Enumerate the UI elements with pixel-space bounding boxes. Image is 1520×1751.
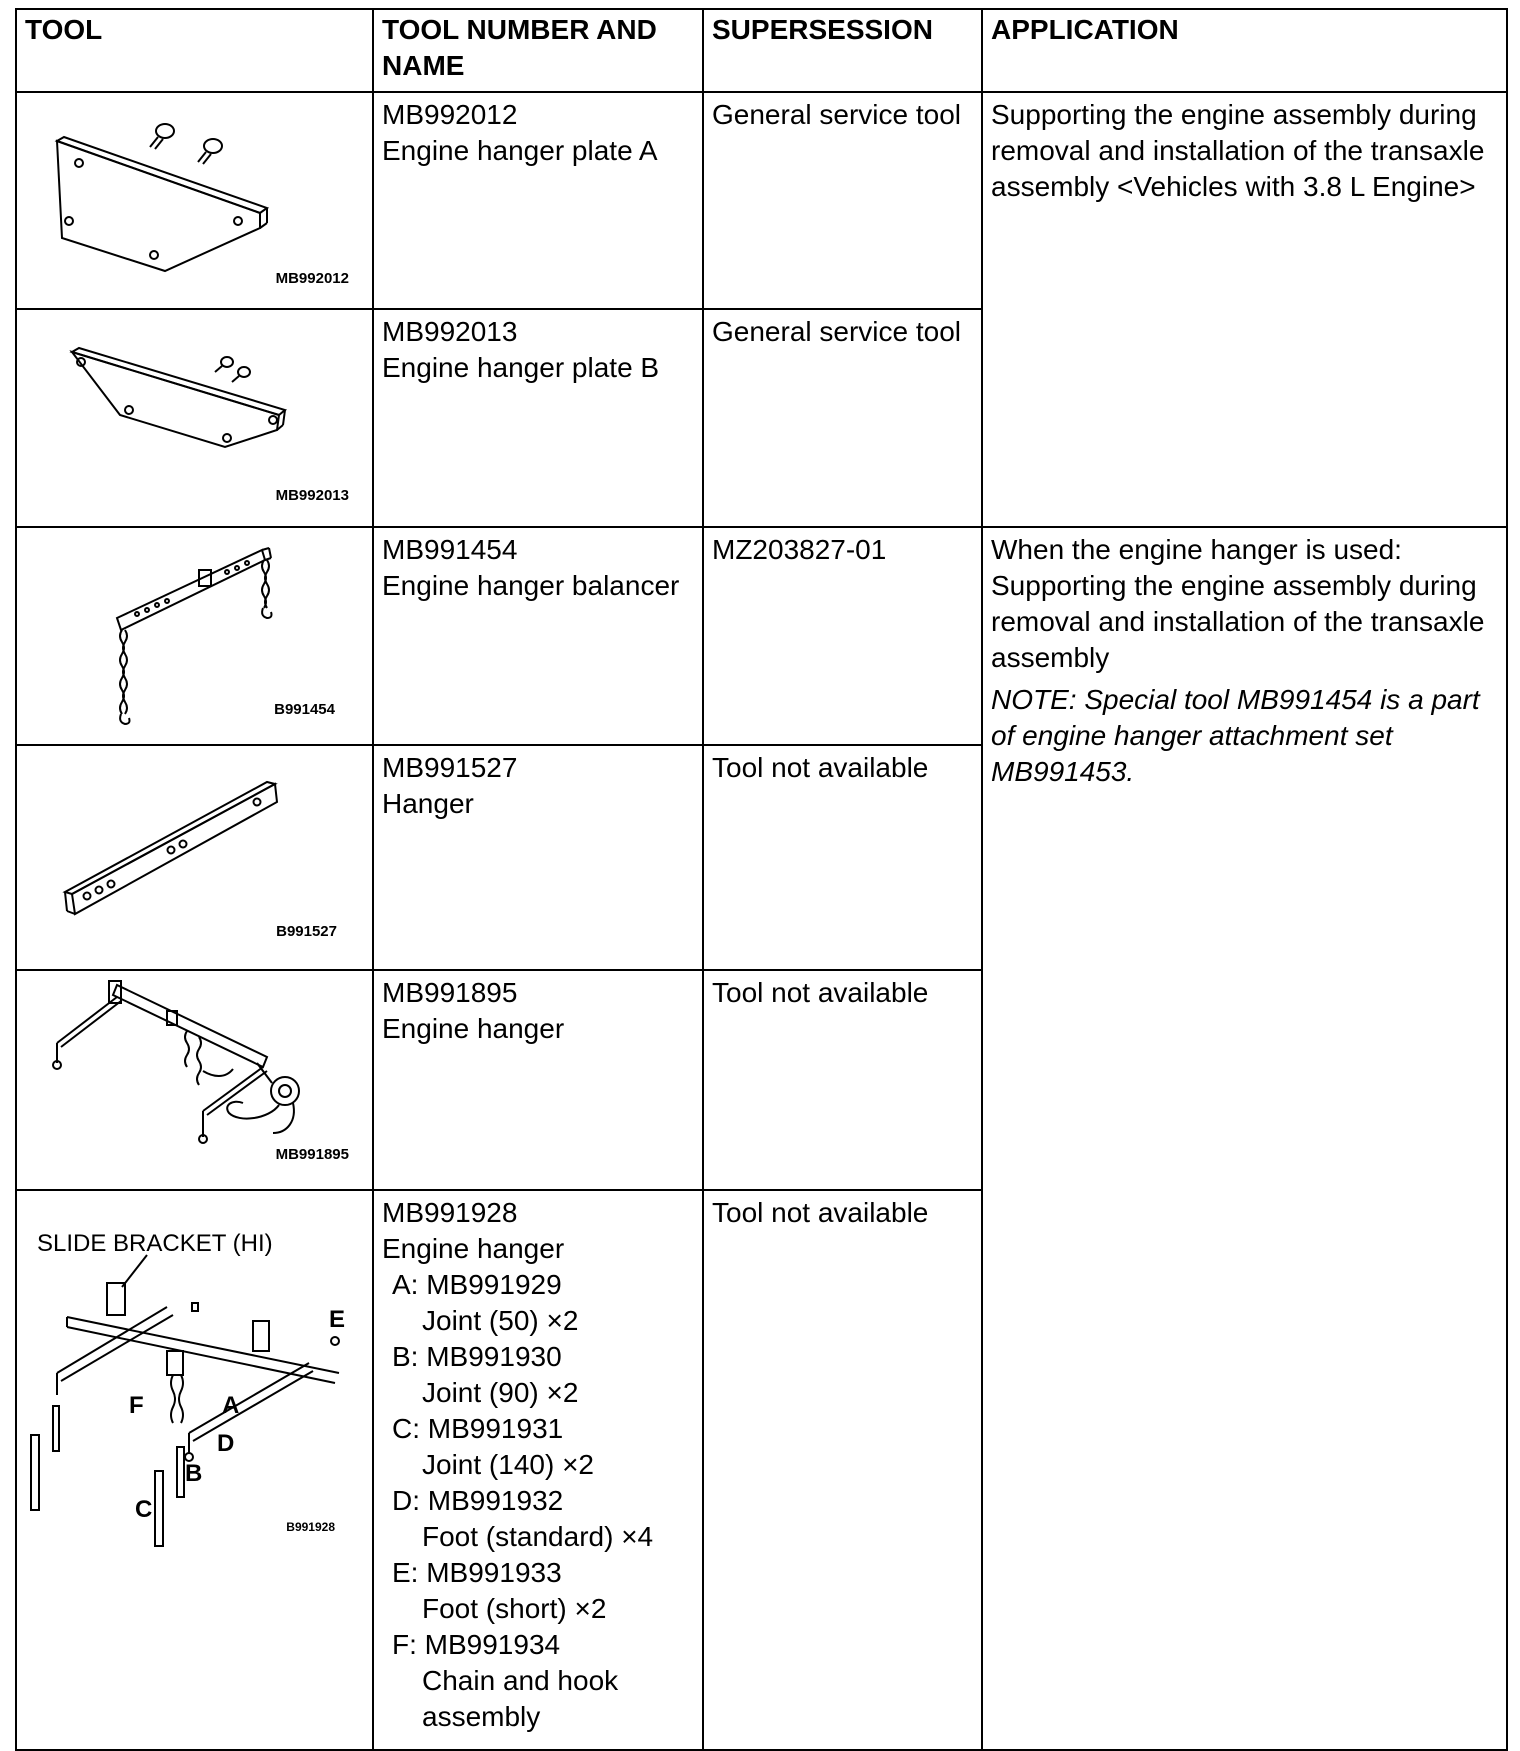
tool-number-name-cell bbox=[373, 92, 703, 309]
tool-number: MB992013 bbox=[382, 316, 518, 347]
part-letter-b: B bbox=[185, 1460, 203, 1487]
tool-number: MB991928 bbox=[382, 1197, 518, 1228]
header-supersession: SUPERSESSION bbox=[703, 9, 982, 92]
tool-image-label: B991527 bbox=[276, 923, 337, 940]
application-text: When the engine hanger is used: Supporting the engine assembly during removal and installation of the transaxle assembly bbox=[991, 534, 1485, 673]
tool-image-label: MB991895 bbox=[275, 1146, 349, 1163]
special-tools-table bbox=[15, 8, 1508, 1751]
tool-image-cell bbox=[16, 745, 373, 970]
supersession-cell: Tool not available bbox=[703, 745, 982, 970]
part-letter-e: E bbox=[329, 1306, 346, 1333]
tool-number-name-cell bbox=[373, 527, 703, 745]
tool-number-name-cell bbox=[373, 970, 703, 1190]
tool-name: Engine hanger bbox=[382, 1013, 565, 1044]
header-tool: TOOL bbox=[16, 9, 373, 92]
part-letter-d: D bbox=[217, 1430, 235, 1457]
supersession-cell: General service tool bbox=[703, 92, 982, 309]
subpart-item: A: MB991929 Joint (50) ×2 bbox=[392, 1269, 579, 1336]
tool-number-name-cell bbox=[373, 309, 703, 527]
tool-number: MB991454 bbox=[382, 534, 518, 565]
tool-number: MB991527 bbox=[382, 752, 518, 783]
supersession-cell: Tool not available bbox=[703, 1190, 982, 1750]
supersession-cell: MZ203827-01 bbox=[703, 527, 982, 745]
tool-name: Engine hanger plate A bbox=[382, 135, 658, 166]
tool-name: Engine hanger balancer bbox=[382, 570, 680, 601]
table-row bbox=[16, 527, 1507, 745]
tool-image-label: MB992012 bbox=[275, 270, 349, 287]
tool-image-label: B991454 bbox=[274, 701, 335, 718]
tool-image-cell bbox=[16, 92, 373, 309]
engine-hanger-balancer-drawing bbox=[17, 528, 370, 744]
subpart-item: E: MB991933 Foot (short) ×2 bbox=[392, 1557, 607, 1624]
application-cell bbox=[982, 92, 1507, 527]
slide-bracket-caption: SLIDE BRACKET (HI) bbox=[37, 1230, 273, 1257]
tool-image-cell bbox=[16, 309, 373, 527]
subpart-item: F: MB991934 Chain and hook assembly bbox=[392, 1629, 619, 1732]
tool-number: MB992012 bbox=[382, 99, 518, 130]
header-number-name: TOOL NUMBER AND NAME bbox=[373, 9, 703, 92]
tool-image-label: MB992013 bbox=[275, 487, 349, 504]
application-cell bbox=[982, 527, 1507, 1750]
application-text: Supporting the engine assembly during removal and installation of the transaxle assembly <Vehicles with 3.8 L Engine> bbox=[991, 99, 1485, 202]
engine-hanger-frame-drawing bbox=[17, 971, 370, 1189]
subpart-item: B: MB991930 Joint (90) ×2 bbox=[392, 1341, 579, 1408]
part-letter-a: A bbox=[222, 1392, 240, 1419]
tool-number-name-cell bbox=[373, 1190, 703, 1750]
tool-name: Engine hanger plate B bbox=[382, 352, 660, 383]
tool-name: Hanger bbox=[382, 788, 474, 819]
subpart-item: C: MB991931 Joint (140) ×2 bbox=[392, 1413, 594, 1480]
supersession-cell: General service tool bbox=[703, 309, 982, 527]
application-note: NOTE: Special tool MB991454 is a part of engine hanger attachment set MB991453. bbox=[991, 684, 1480, 787]
tool-image-cell bbox=[16, 970, 373, 1190]
hanger-drawing bbox=[17, 746, 370, 969]
engine-hanger-plate-b-drawing bbox=[17, 310, 370, 526]
part-letter-c: C bbox=[135, 1496, 153, 1523]
supersession-cell: Tool not available bbox=[703, 970, 982, 1190]
engine-hanger-set-drawing bbox=[17, 1191, 370, 1749]
tool-name: Engine hanger bbox=[382, 1233, 565, 1264]
tool-image-label: B991928 bbox=[286, 1520, 335, 1534]
header-row bbox=[16, 9, 1507, 92]
subpart-item: D: MB991932 Foot (standard) ×4 bbox=[392, 1485, 654, 1552]
tool-number: MB991895 bbox=[382, 977, 518, 1008]
table-row bbox=[16, 92, 1507, 309]
engine-hanger-plate-a-drawing bbox=[17, 93, 370, 308]
tool-image-cell bbox=[16, 527, 373, 745]
part-letter-f: F bbox=[129, 1392, 144, 1419]
header-application: APPLICATION bbox=[982, 9, 1507, 92]
tool-image-cell bbox=[16, 1190, 373, 1750]
tool-number-name-cell bbox=[373, 745, 703, 970]
